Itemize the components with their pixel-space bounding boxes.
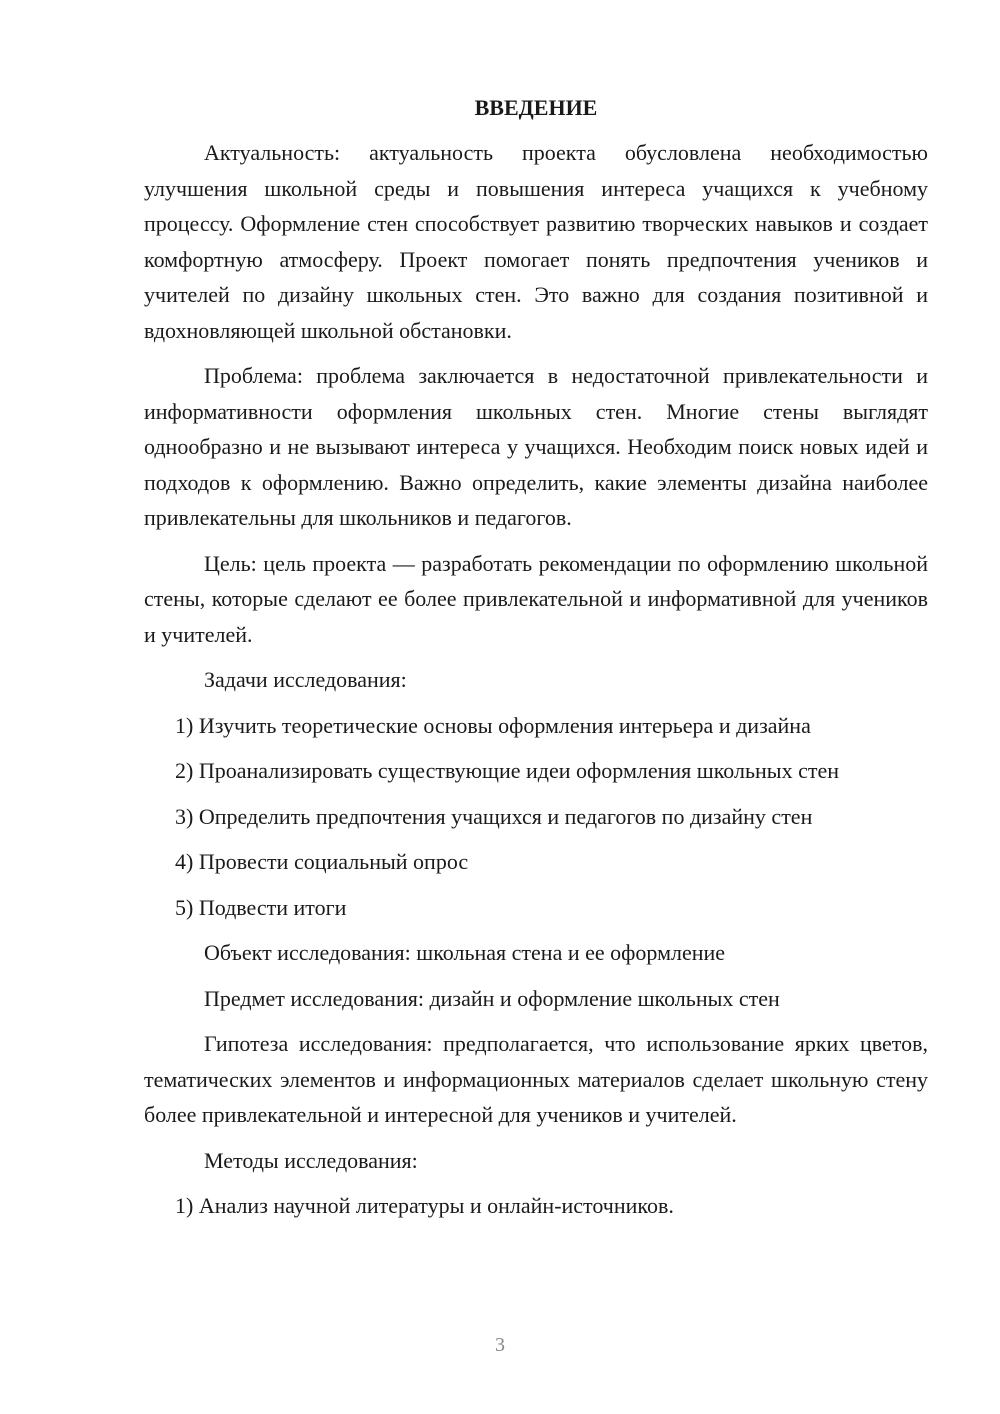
document-page bbox=[144, 90, 928, 1234]
methods-heading: Методы исследования: bbox=[204, 1147, 418, 1173]
list-item: 4) Провести социальный опрос bbox=[175, 849, 469, 874]
problem-paragraph: Проблема: проблема заключается в недостаточной привлекательности и информативности оформления школьных стен. Многие стены выглядят однообразно и не вызывают интереса у учащихся. Необходим поиск новых идей и подходов к оформлению. Важно определить, какие элементы дизайна наиболее привлекательны для школьников и педагогов. bbox=[144, 363, 928, 530]
list-item: 1) Анализ научной литературы и онлайн-источников. bbox=[175, 1193, 674, 1218]
tasks-heading: Задачи исследования: bbox=[204, 667, 407, 692]
list-item: 5) Подвести итоги bbox=[175, 894, 347, 920]
object-line: Объект исследования: школьная стена и ее оформление bbox=[204, 940, 726, 965]
page-title: ВВЕДЕНИЕ bbox=[474, 95, 598, 120]
list-item: 1) Изучить теоретические основы оформления интерьера и дизайна bbox=[175, 712, 811, 738]
relevance-paragraph: Актуальность: актуальность проекта обусловлена необходимостью улучшения школьной среды и повышения интереса учащихся к учебному процессу. Оформление стен способствует развитию творческих навыков и создает комфортную атмосферу. Проект помогает понять предпочтения учеников и учителей по дизайну школьных стен. Это важно для создания позитивной и вдохновляющей школьной обстановки. bbox=[144, 140, 928, 343]
goal-paragraph: Цель: цель проекта — разработать рекомендации по оформлению школьной стены, которые сделают ее более привлекательной и информативной для учеников и учителей. bbox=[144, 550, 928, 647]
hypothesis-paragraph: Гипотеза исследования: предполагается, что использование ярких цветов, тематических элементов и информационных материалов сделает школьную стену более привлекательной и интересной для учеников и учителей. bbox=[144, 1031, 928, 1127]
methods-list bbox=[144, 1188, 928, 1224]
tasks-list bbox=[144, 708, 928, 926]
list-item: 3) Определить предпочтения учащихся и педагогов по дизайну стен bbox=[175, 803, 813, 829]
list-item: 2) Проанализировать существующие идеи оформления школьных стен bbox=[175, 758, 839, 783]
page-number: 3 bbox=[495, 1334, 505, 1356]
subject-line: Предмет исследования: дизайн и оформление школьных стен bbox=[204, 985, 780, 1011]
